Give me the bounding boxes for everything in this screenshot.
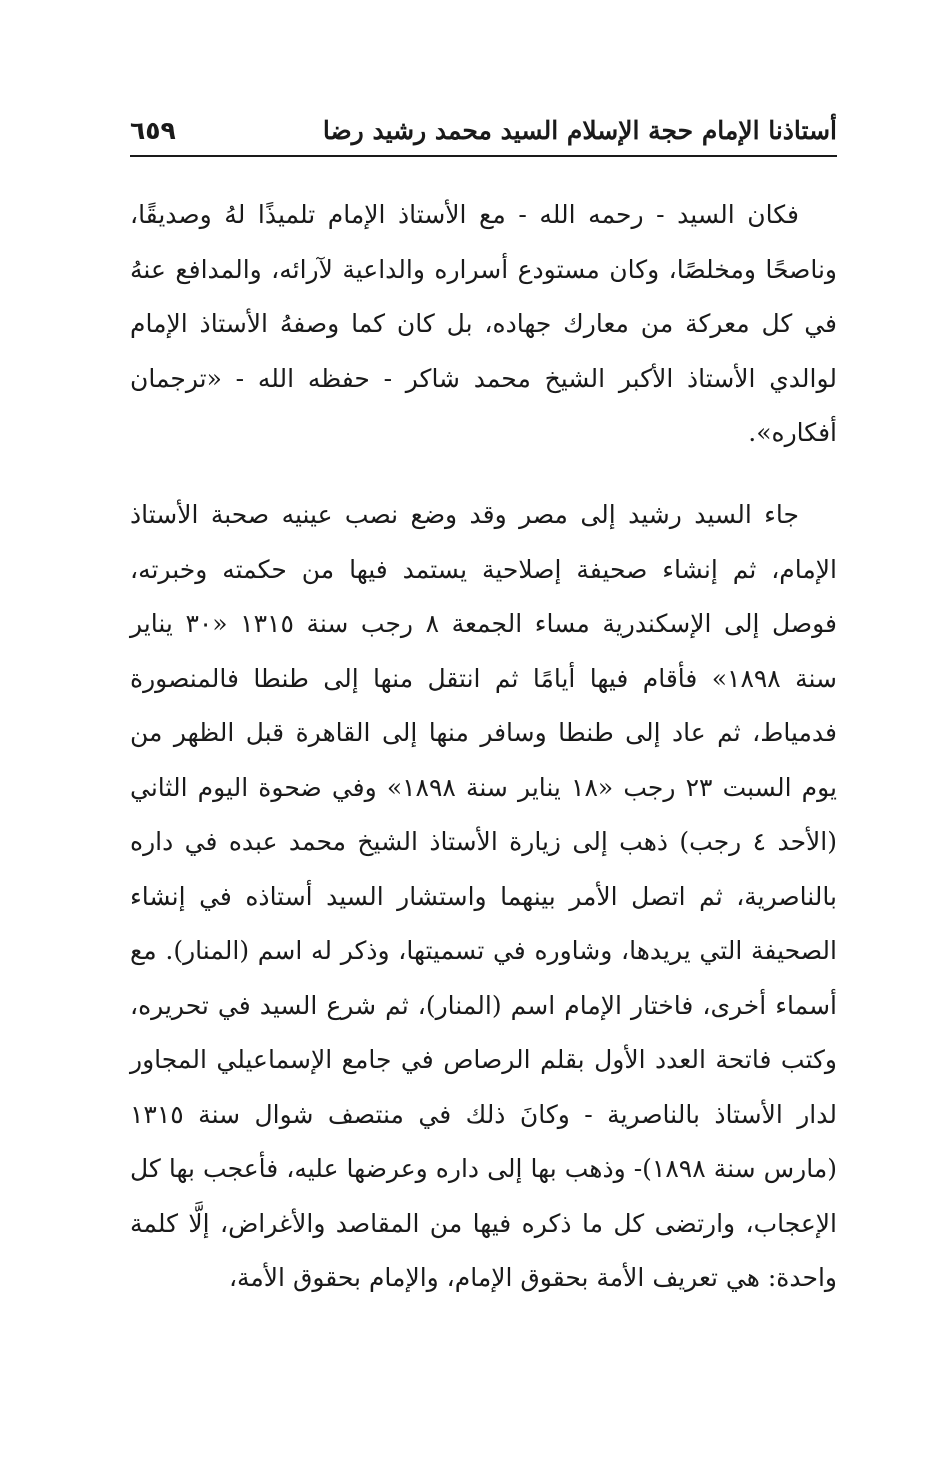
paragraph-2 [130, 488, 837, 1306]
paragraph-1 [130, 188, 837, 460]
page-number: ٦٥٩ [130, 115, 176, 145]
paragraph-1-text: فكان السيد - رحمه الله - مع الأستاذ الإمام تلميذًا لهُ وصديقًا، وناصحًا ومخلصًا، وكان مستودع أسراره والداعية لآرائه، والمدافع عنهُ في كل معركة من معارك جهاده، بل كان كما وصفهُ الأستاذ الإمام لوالدي الأستاذ الأكبر الشيخ محمد شاكر - حفظه الله - «ترجمان أفكاره». [130, 200, 837, 447]
header-title: أستاذنا الإمام حجة الإسلام السيد محمد رشيد رضا [322, 115, 837, 145]
body-text [130, 188, 837, 1306]
paragraph-2-text: جاء السيد رشيد إلى مصر وقد وضع نصب عينيه صحبة الأستاذ الإمام، ثم إنشاء صحيفة إصلاحية يستمد فيها من حكمته وخبرته، فوصل إلى الإسكندرية مساء الجمعة ٨ رجب سنة ١٣١٥ «٣٠ يناير سنة ١٨٩٨» فأقام فيها أيامًا ثم انتقل منها إلى طنطا فالمنصورة فدمياط، ثم عاد إلى طنطا وسافر منها إلى القاهرة قبل الظهر من يوم السبت ٢٣ رجب «١٨ يناير سنة ١٨٩٨» وفي ضحوة اليوم الثاني (الأحد ٤ رجب) ذهب إلى زيارة الأستاذ الشيخ محمد عبده في داره بالناصرية، ثم اتصل الأمر بينهما واستشار السيد أستاذه في إنشاء الصحيفة التي يريدها، وشاوره في تسميتها، وذكر له اسم (المنار). مع أسماء أخرى، فاختار الإمام اسم (المنار)، ثم شرع السيد في تحريره، وكتب فاتحة العدد الأول بقلم الرصاص في جامع الإسماعيلي المجاور لدار الأستاذ بالناصرية - وكانَ ذلك في منتصف شوال سنة ١٣١٥ (مارس سنة ١٨٩٨)- وذهب بها إلى داره وعرضها عليه، فأعجب بها كل الإعجاب، وارتضى كل ما ذكره فيها من المقاصد والأغراض، إلَّا كلمة واحدة: هي تعريف الأمة بحقوق الإمام، والإمام بحقوق الأمة، [130, 500, 838, 1292]
header-divider [130, 155, 837, 157]
running-header [130, 108, 837, 152]
